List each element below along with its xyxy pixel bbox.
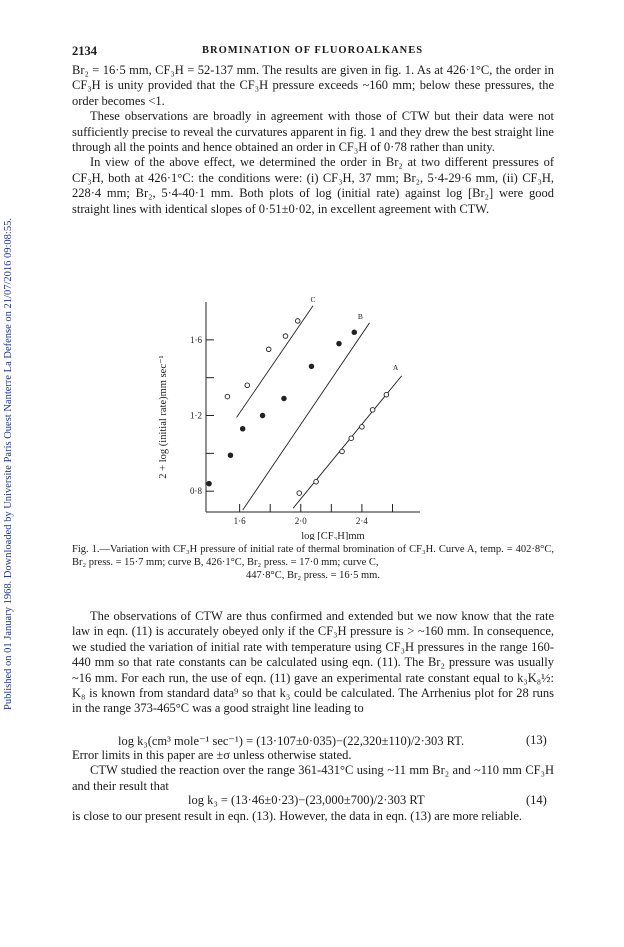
caption-text: Fig. 1.—Variation with CF₃H pressure of initial rate of thermal bromination of CF₃H. Curve A, temp. = 402·8°C, Br₂ press. = 15·7 mm; curve B, 426·1°C, Br₂ press. = 17·0 mm; curve C, bbox=[72, 544, 554, 568]
curve-c-point bbox=[245, 383, 250, 388]
curve-a-point bbox=[384, 392, 389, 397]
running-title: BROMINATION OF FLUOROALKANES bbox=[202, 45, 424, 56]
curve-b-point bbox=[352, 330, 357, 335]
curve-b-point bbox=[260, 413, 265, 418]
curve-a-point bbox=[370, 408, 375, 413]
curve-a-point bbox=[360, 425, 365, 430]
curve-b-point bbox=[207, 481, 212, 486]
x-tick-label: 2·4 bbox=[355, 516, 368, 526]
x-tick-label: 2·0 bbox=[294, 516, 307, 526]
curve-c-point bbox=[295, 319, 300, 324]
curve-a-label: A bbox=[392, 363, 399, 373]
page-number: 2134 bbox=[72, 44, 97, 58]
curve-b-point bbox=[228, 453, 233, 458]
figure-1-chart bbox=[150, 282, 480, 540]
paragraph: These observations are broadly in agreement with those of CTW but their data were not sufficiently precise to reveal the curvatures apparent in fig. 1 and they drew the best straight line through all the points and hence obtained an order in CF₃H of 0·78 rather than unity. bbox=[72, 109, 554, 155]
download-watermark bbox=[2, 90, 16, 710]
curve-c-line bbox=[237, 306, 313, 418]
paragraph: The observations of CTW are thus confirmed and extended but we now know that the rate law in eqn. (11) is accurately obeyed only if the CF₃H pressure is > ~160 mm. In consequence, we studied the variation of initial rate with temperature using CF₃H pressures in the range 160-440 mm so that rate constants can be calculated using eqn. (11). The Br₂ pressure was usually ~16 mm. For each run, the use of eqn. (11) gave an experimental rate constant equal to k₃K₈½: K₈ is known from standard data⁹ so that k₃ could be calculated. The Arrhenius plot for 28 runs in the range 373-465°C was a good straight line leading to bbox=[72, 609, 554, 716]
curve-b-point bbox=[282, 396, 287, 401]
error-limits-line: Error limits in this paper are ±σ unless otherwise stated. bbox=[72, 748, 352, 762]
x-axis-label: log [CF₃H]mm bbox=[301, 531, 365, 540]
curve-c-point bbox=[266, 347, 271, 352]
y-tick-label: 1·2 bbox=[190, 410, 202, 421]
curve-b-point bbox=[337, 341, 342, 346]
y-tick-label: 0·8 bbox=[190, 486, 202, 497]
curve-a-point bbox=[314, 479, 319, 484]
curve-c-point bbox=[225, 394, 230, 399]
y-axis-label: 2 + log (initial rate)mm sec⁻¹ bbox=[158, 355, 169, 479]
body-text-top bbox=[72, 63, 554, 217]
paragraph: is close to our present result in eqn. (13). However, the data in eqn. (13) are more reliable. bbox=[72, 809, 523, 823]
x-tick-label: 1·6 bbox=[233, 516, 246, 526]
paragraph: Br₂ = 16·5 mm, CF₃H = 52-137 mm. The results are given in fig. 1. As at 426·1°C, the order in CF₃H is unity provided that the CF₃H pressure exceeds ~160 mm; below these pressures, the order becomes <1. bbox=[72, 63, 554, 108]
equation-13-number: (13) bbox=[526, 733, 547, 747]
curve-b-point bbox=[240, 426, 245, 431]
paragraph: CTW studied the reaction over the range 361-431°C using ~11 mm Br₂ and ~110 mm CF₃H and their result that bbox=[72, 763, 554, 793]
curve-c-label: C bbox=[310, 295, 316, 304]
curve-a-point bbox=[340, 449, 345, 454]
equation-14-number: (14) bbox=[526, 793, 547, 807]
curve-a-point bbox=[297, 491, 302, 496]
paragraph: In view of the above effect, we determined the order in Br₂ at two different pressures of CF₃H, both at 426·1°C: the conditions were: (i) CF₃H, 37 mm; Br₂, 5·4-29·6 mm, (ii) CF₃H, 228·4 mm; Br₂, 5·4-40·1 mm. Both plots of log (initial rate) against log [Br₂] were good straight lines with identical slopes of 0·51±0·02, in excellent agreement with CTW. bbox=[72, 155, 554, 216]
body-text-mid bbox=[72, 609, 554, 717]
curve-b-label: B bbox=[357, 312, 363, 322]
chart-axes bbox=[158, 302, 420, 540]
curve-c-point bbox=[283, 334, 288, 339]
caption-text-end: 447·8°C, Br₂ press. = 16·5 mm. bbox=[246, 570, 380, 581]
equation-13: log k₃(cm³ mole⁻¹ sec⁻¹) = (13·107±0·035)−(22,320±110)/2·303 RT. bbox=[118, 734, 465, 748]
body-text-lower bbox=[72, 748, 554, 794]
figure-caption bbox=[72, 543, 554, 582]
equation-14: log k₃ = (13·46±0·23)−(23,000±700)/2·303 RT bbox=[188, 793, 425, 807]
curve-b-point bbox=[309, 364, 314, 369]
curve-a-point bbox=[349, 436, 354, 441]
download-note: Published on 01 January 1968. Downloaded by Universite Paris Ouest Nanterre La Defense on 21/07/2016 09:08:55. bbox=[3, 218, 14, 710]
page-header bbox=[72, 44, 552, 60]
body-text-end bbox=[72, 809, 554, 824]
chart-marks bbox=[207, 295, 402, 510]
y-tick-label: 1·6 bbox=[190, 334, 202, 345]
